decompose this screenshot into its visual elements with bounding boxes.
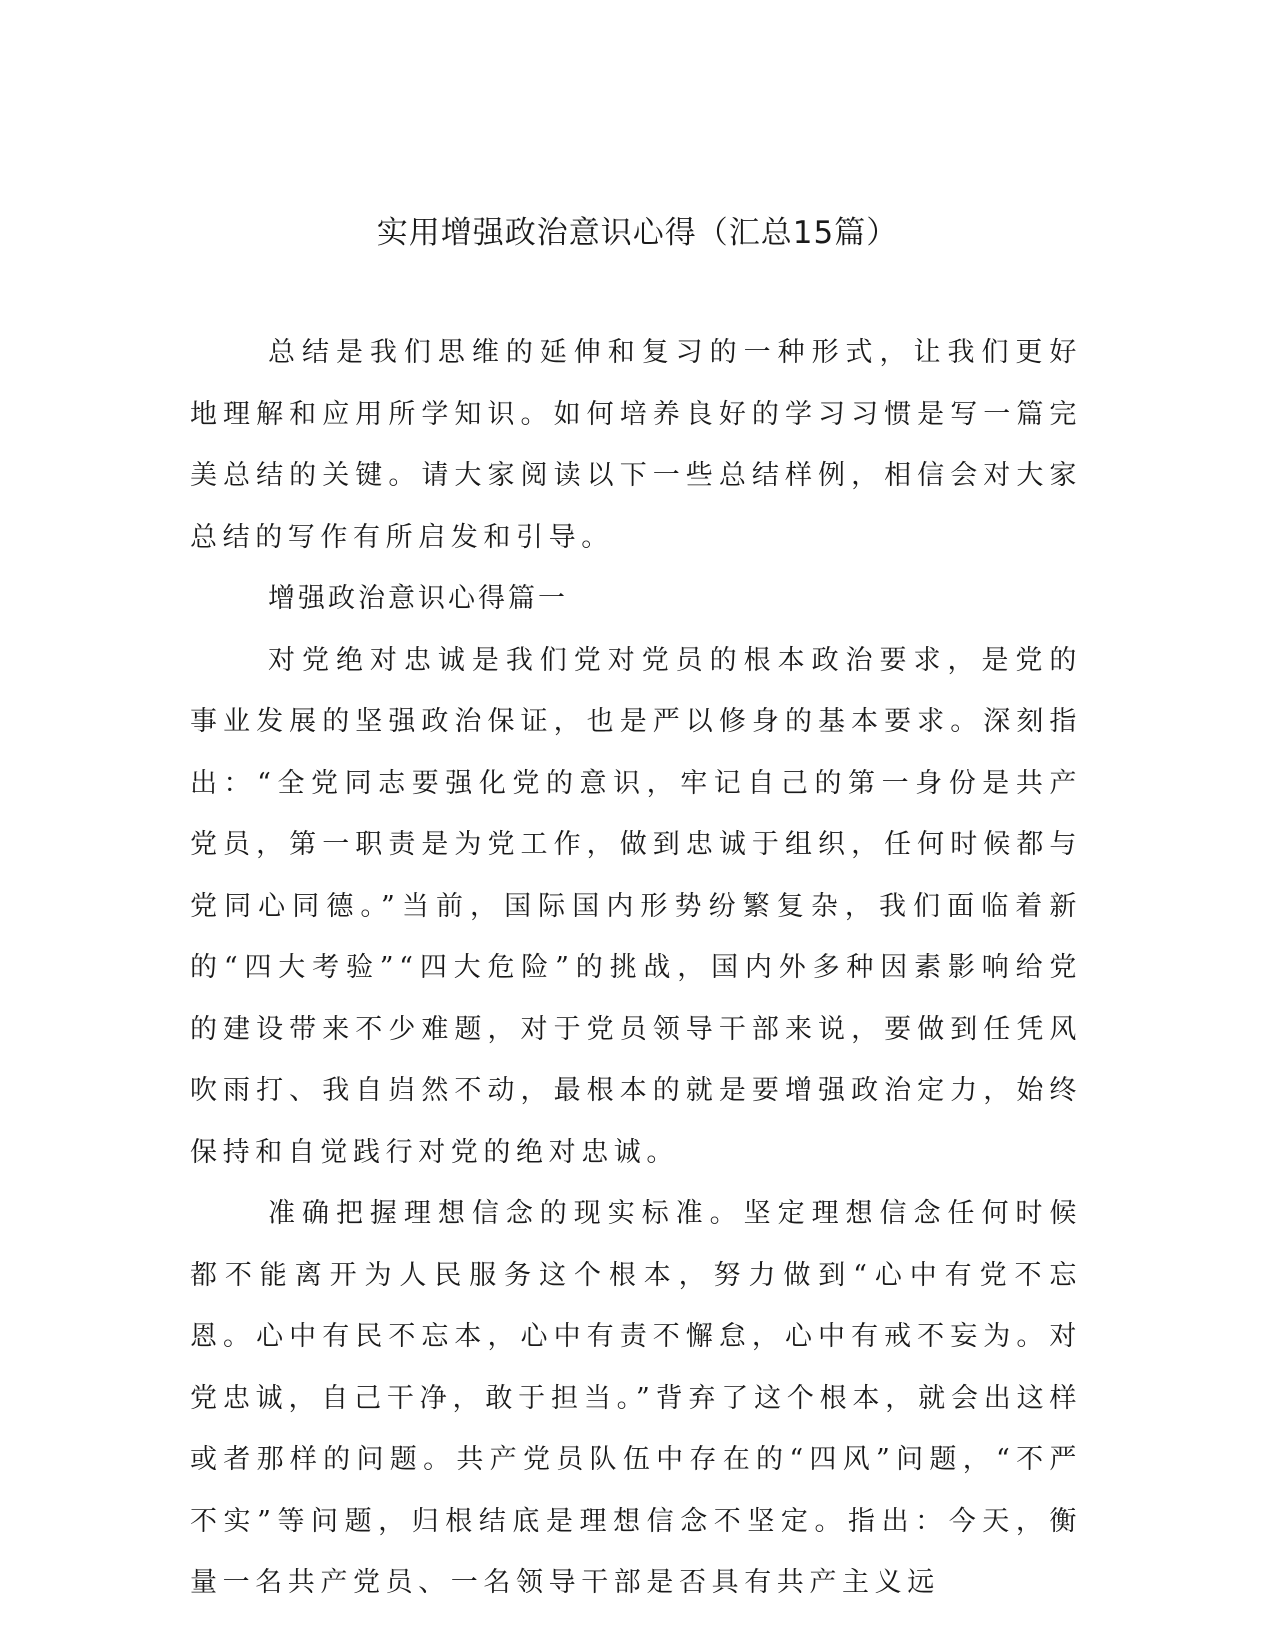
section-heading: 增强政治意识心得篇一 xyxy=(268,583,568,614)
document-title: 实用增强政治意识心得（汇总15篇） xyxy=(376,215,899,251)
document-body xyxy=(190,322,1082,1614)
intro-paragraph: 总结是我们思维的延伸和复习的一种形式，让我们更好地理解和应用所学知识。如何培养良好的学习习惯是写一篇完美总结的关键。请大家阅读以下一些总结样例，相信会对大家总结的写作有所启发和引导。 xyxy=(190,337,1082,553)
body-paragraph-2: 准确把握理想信念的现实标准。坚定理想信念任何时候都不能离开为人民服务这个根本，努力做到“心中有党不忘恩。心中有民不忘本，心中有责不懈怠，心中有戒不妄为。对党忠诚，自己干净，敢于担当。”背弃了这个根本，就会出这样或者那样的问题。共产党员队伍中存在的“四风”问题，“不严不实”等问题，归根结底是理想信念不坚定。指出：今天，衡量一名共产党员、一名领导干部是否具有共产主义远 xyxy=(190,1198,1082,1598)
body-paragraph-1: 对党绝对忠诚是我们党对党员的根本政治要求，是党的事业发展的坚强政治保证，也是严以修身的基本要求。深刻指出：“全党同志要强化党的意识，牢记自己的第一身份是共产党员，第一职责是为党工作，做到忠诚于组织，任何时候都与党同心同德。”当前，国际国内形势纷繁复杂，我们面临着新的“四大考验”“四大危险”的挑战，国内外多种因素影响给党的建设带来不少难题，对于党员领导干部来说，要做到任凭风吹雨打、我自岿然不动，最根本的就是要增强政治定力，始终保持和自觉践行对党的绝对忠诚。 xyxy=(190,644,1082,1168)
